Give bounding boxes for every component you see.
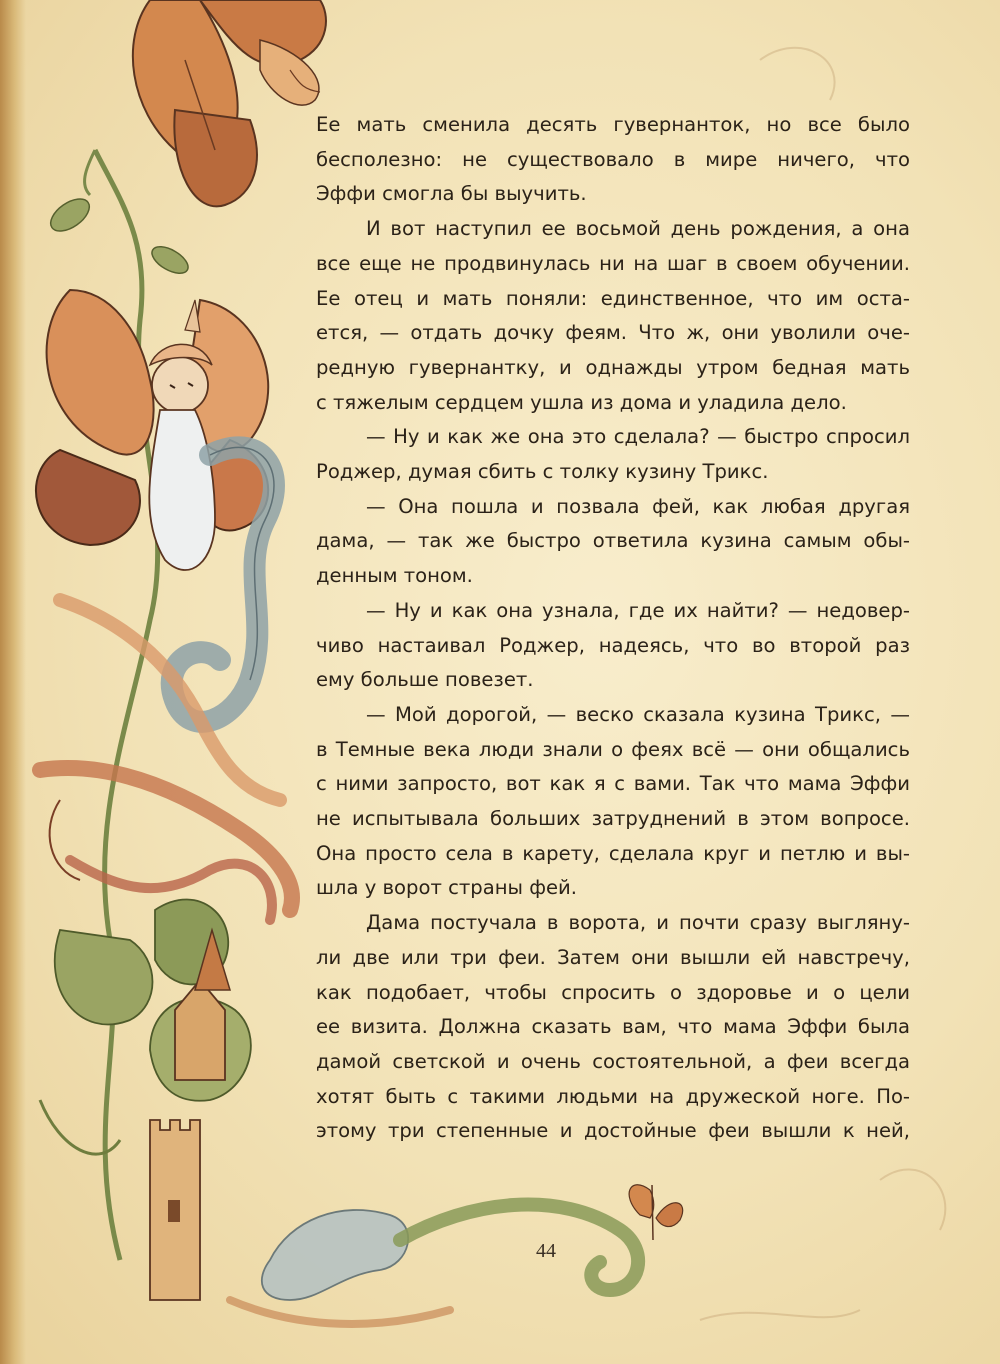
text-line: Роджер, думая сбить с толку кузину Трикс. [316,460,769,484]
text-line: Дама постучала в ворота, и почти сразу выгляну- [366,911,910,935]
text-line: — Мой дорогой, — веско сказала кузина Трикс, — [366,702,910,726]
text-line: И вот наступил ее восьмой день рождения, а она [366,217,910,241]
text-line: — Она пошла и позвала фей, как любая другая [366,494,910,518]
text-line: чиво настаивал Роджер, надеясь, что во второй раз [316,633,910,657]
fairy-figure [36,290,268,570]
text-line: — Ну и как она узнала, где их найти? — недовер- [366,598,910,622]
text-line: ему больше повезет. [316,668,534,692]
text-line: все еще не продвинулась ни на шаг в своем обучении. [316,251,910,275]
text-line: Она просто села в карету, сделала круг и петлю и вы- [316,841,910,865]
text-line: дама, — так же быстро ответила кузина самым обы- [316,529,910,553]
text-line: редную гувернантку, и однажды утром бедная мать [316,355,910,379]
text-line: ется, — отдать дочку феям. Что ж, они уволили оче- [316,321,910,345]
text-line: бесполезно: не существовало в мире ничего, что [316,147,910,171]
text-line: Ее мать сменила десять гувернанток, но все было [316,113,910,136]
body-text [316,108,910,1149]
text-line: ее визита. Должна сказать вам, что мама Эффи была [316,1015,910,1039]
page-number: 44 [536,1240,556,1262]
text-line: денным тоном. [316,564,473,588]
bottom-scroll [230,1205,638,1324]
text-line: как подобает, чтобы спросить о здоровье и о цели [316,980,910,1004]
text-line: с тяжелым сердцем ушла из дома и уладила дело. [316,390,847,414]
text-line: этому три степенные и достойные феи вышли к ней, [316,1119,910,1143]
text-line: Эффи смогла бы выучить. [316,182,587,206]
top-butterfly-wings [133,0,326,206]
text-line: хотят быть с такими людьми на дружеской ноге. По- [316,1084,910,1108]
text-line: с ними запросто, вот как я с вами. Так что мама Эффи [316,772,910,796]
text-line: шла у ворот страны фей. [316,876,578,900]
castle-tower [150,930,230,1300]
text-line: Ее отец и мать поняли: единственное, что им оста- [316,286,910,310]
text-line: в Темные века люди знали о феях всё — они общались [316,737,910,761]
text-line: ли две или три феи. Затем они вышли ей навстречу, [316,945,910,969]
text-line: — Ну и как же она это сделала? — быстро спросил [366,425,910,449]
text-line: не испытывала больших затруднений в этом вопросе. [316,807,910,831]
small-butterfly [629,1185,683,1240]
text-line: дамой светской и очень состоятельной, а феи всегда [316,1049,910,1073]
